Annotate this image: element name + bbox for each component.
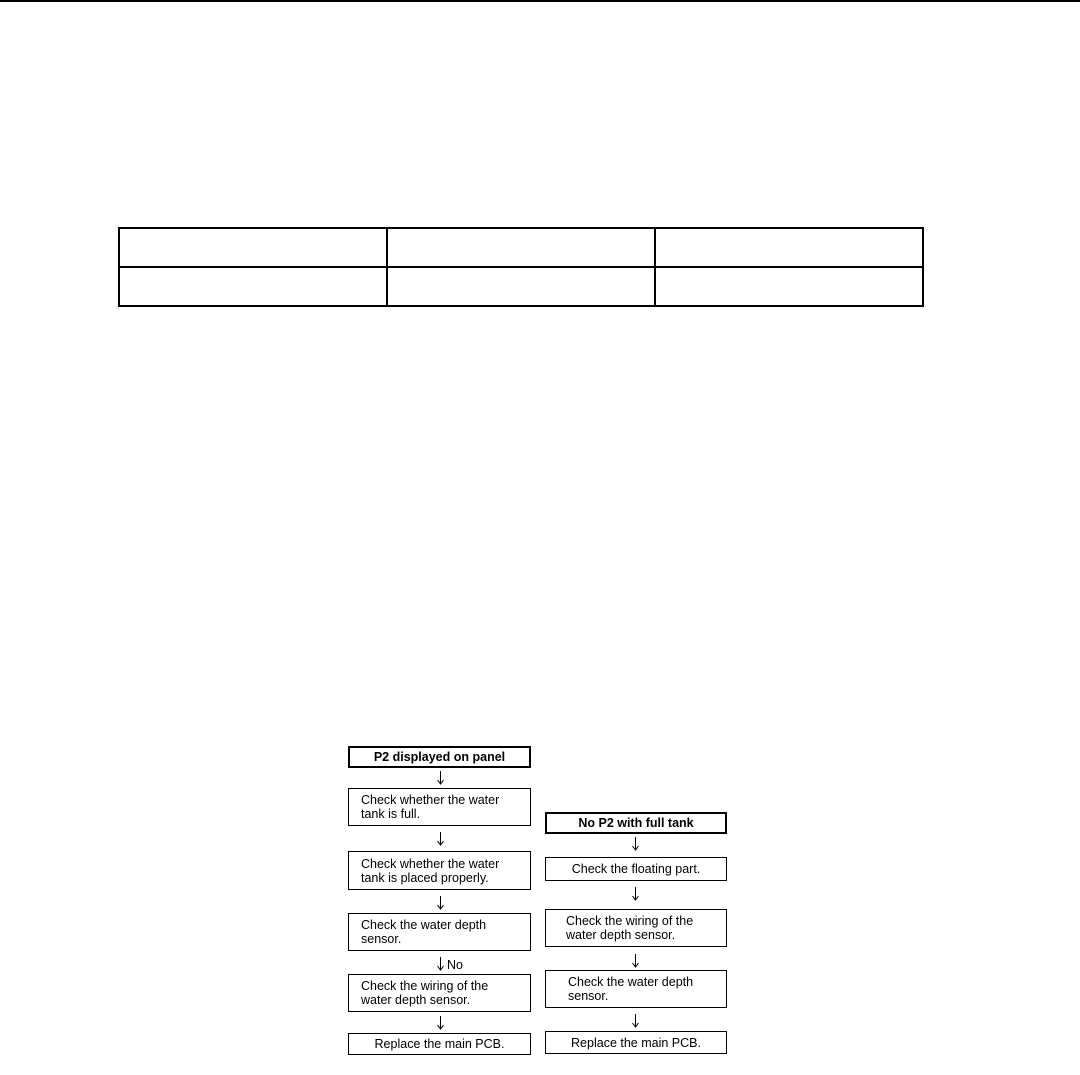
flow-right-step-replace-pcb: Replace the main PCB. bbox=[545, 1031, 727, 1054]
arrow-down-icon bbox=[631, 1014, 640, 1028]
table-cell bbox=[119, 267, 387, 306]
flow-left-step-tank-full: Check whether the water tank is full. bbox=[348, 788, 531, 826]
flow-left-step-replace-pcb: Replace the main PCB. bbox=[348, 1033, 531, 1055]
flow-left-step-wiring: Check the wiring of the water depth sensor. bbox=[348, 974, 531, 1012]
table-cell bbox=[387, 228, 655, 267]
arrow-down-icon bbox=[436, 957, 445, 971]
table-row bbox=[119, 228, 923, 267]
arrow-down-icon bbox=[631, 887, 640, 901]
table-cell bbox=[655, 267, 923, 306]
table-cell bbox=[655, 228, 923, 267]
flow-left-title: P2 displayed on panel bbox=[348, 746, 531, 768]
arrow-down-icon bbox=[631, 954, 640, 968]
flow-left-step-depth-sensor: Check the water depth sensor. bbox=[348, 913, 531, 951]
arrow-down-icon bbox=[436, 832, 445, 846]
table-cell bbox=[119, 228, 387, 267]
arrow-down-icon bbox=[436, 771, 445, 785]
arrow-down-icon bbox=[631, 837, 640, 851]
table-row bbox=[119, 267, 923, 306]
table-cell bbox=[387, 267, 655, 306]
arrow-down-icon bbox=[436, 896, 445, 910]
arrow-down-icon bbox=[436, 1016, 445, 1030]
arrow-no-label: No bbox=[447, 958, 463, 972]
empty-table bbox=[118, 227, 924, 307]
top-rule bbox=[0, 0, 1080, 2]
flow-right-step-depth-sensor: Check the water depth sensor. bbox=[545, 970, 727, 1008]
flow-right-title: No P2 with full tank bbox=[545, 812, 727, 834]
flow-left-step-tank-placed: Check whether the water tank is placed properly. bbox=[348, 851, 531, 890]
flow-right-step-wiring: Check the wiring of the water depth sensor. bbox=[545, 909, 727, 947]
flow-right-step-floating-part: Check the floating part. bbox=[545, 857, 727, 881]
